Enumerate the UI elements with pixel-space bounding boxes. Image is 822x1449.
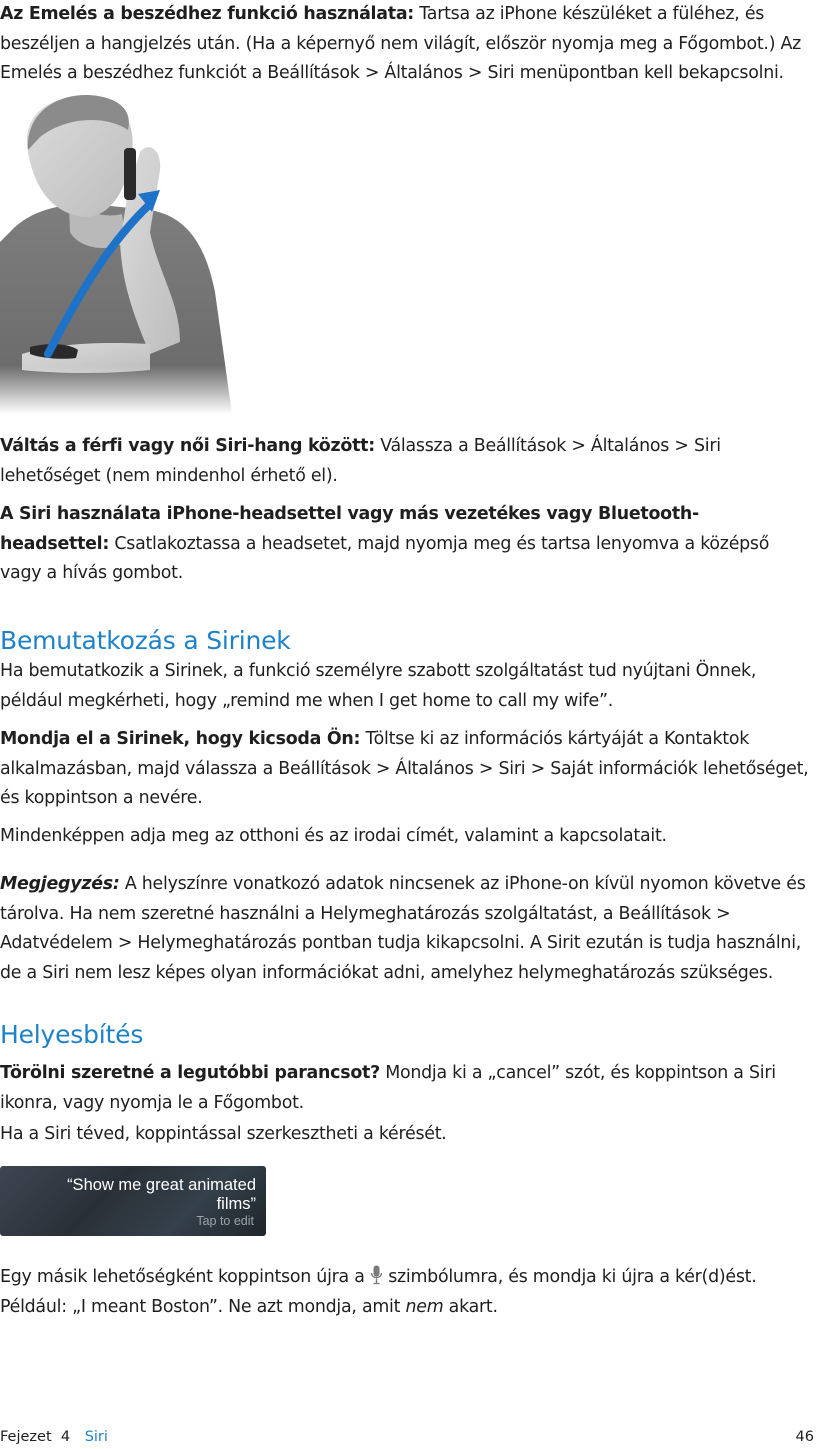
raise-to-speak-label: Az Emelés a beszédhez funkció használata: (0, 4, 415, 24)
section-heading-introduce: Bemutatkozás a Sirinek (0, 626, 291, 655)
note-label: Megjegyzés: (0, 874, 120, 894)
page-number: 46 (795, 1429, 814, 1445)
siri-request-line-1: “Show me great animated (67, 1176, 256, 1194)
headset-label: A Siri használata iPhone-headsettel vagy más vezetékes vagy Bluetooth-headsettel: (0, 504, 700, 554)
siri-request-line-2: films” (216, 1195, 256, 1213)
raise-to-speak-paragraph: Az Emelés a beszédhez funkció használata: Tartsa az iPhone készüléket a füléhez, és beszéljen a hangjelzés után. (Ha a képernyő nem világít, először nyomja meg a Főgombot.) Az Emelés a beszédhez funkciót a Beállítások > Általános > Siri menüpontban kell bekapcsolni. (0, 4, 802, 83)
cancel-label: Törölni szeretné a legutóbbi parancsot? (0, 1063, 380, 1083)
voice-switch-label: Váltás a férfi vagy női Siri-hang között: (0, 436, 375, 456)
note-paragraph: Megjegyzés: A helyszínre vonatkozó adatok nincsenek az iPhone-on kívül nyomon követve és tárolva. Ha nem szeretné használni a Helymeghatározás szolgáltatást, a Beállítások > Adatvédelem > Helymeghatározás pontban tudja kikapcsolni. A Sirit ezután is tudja használni, de a Siri nem lesz képes olyan információkat adni, amelyhez helymeghatározás szükséges. (0, 874, 806, 983)
headset-paragraph: A Siri használata iPhone-headsettel vagy más vezetékes vagy Bluetooth-headsettel: Csatlakoztassa a headsetet, majd nyomja meg és tartsa lenyomva a középső vagy a hívás gombot. (0, 504, 770, 583)
footer-chapter-name[interactable]: Siri (84, 1429, 108, 1445)
addresses-paragraph: Mindenképpen adja meg az otthoni és az irodai címét, valamint a kapcsolatait. (0, 826, 667, 846)
tap-to-edit-paragraph: Ha a Siri téved, koppintással szerkesztheti a kérését. (0, 1124, 447, 1144)
retry-paragraph: Egy másik lehetőségként koppintson újra a szimbólumra, és mondja ki újra a kér(d)ést. Például: „I meant Boston”. Ne azt mondja, amit nem akart. (0, 1267, 757, 1317)
tap-to-edit-hint[interactable]: Tap to edit (196, 1214, 254, 1228)
cancel-paragraph: Törölni szeretné a legutóbbi parancsot? Mondja ki a „cancel” szót, és koppintson a Siri ikonra, vagy nyomja le a Főgombot. (0, 1063, 776, 1113)
section-heading-correction: Helyesbítés (0, 1020, 144, 1049)
voice-switch-paragraph: Váltás a férfi vagy női Siri-hang között: Válassza a Beállítások > Általános > Siri lehetőséget (nem mindenhol érhető el). (0, 436, 721, 486)
footer-chapter (0, 1428, 108, 1446)
siri-request-card[interactable] (0, 1166, 266, 1236)
tell-siri-label: Mondja el a Sirinek, hogy kicsoda Ön: (0, 729, 361, 749)
microphone-icon (370, 1265, 383, 1285)
raise-to-speak-illustration (0, 92, 232, 414)
introduce-paragraph: Ha bemutatkozik a Sirinek, a funkció személyre szabott szolgáltatást tud nyújtani Önnek, például megkérheti, hogy „remind me when I get home to call my wife”. (0, 661, 757, 711)
footer-chapter-number: Fejezet 4 (0, 1429, 71, 1445)
tell-siri-paragraph: Mondja el a Sirinek, hogy kicsoda Ön: Töltse ki az információs kártyáját a Kontaktok alkalmazásban, majd válassza a Beállítások > Általános > Siri > Saját információk lehetőséget, és koppintson a nevére. (0, 729, 809, 808)
